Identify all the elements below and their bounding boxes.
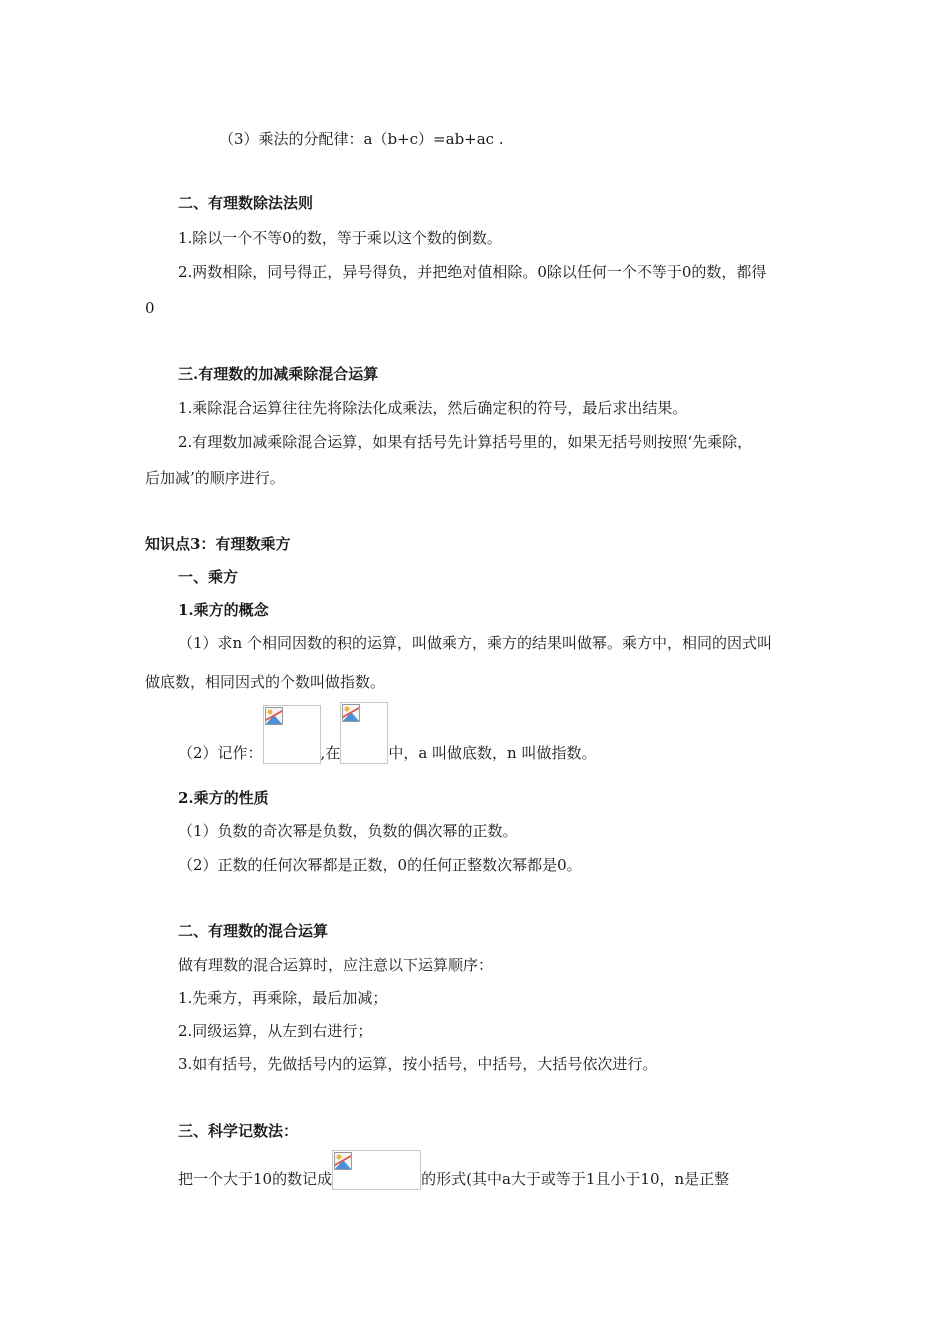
notation-row <box>178 702 596 764</box>
mixed-calc-step-3: 3.如有括号，先做括号内的运算，按小括号，中括号，大括号依次进行。 <box>178 1055 658 1073</box>
scientific-suffix: 的形式(其中a大于或等于1且小于10，n是正整 <box>421 1170 730 1188</box>
subheading-power-properties: 2.乘方的性质 <box>178 789 269 807</box>
section-heading-division: 二、有理数除法法则 <box>178 194 314 212</box>
mixed-calc-step-2: 2.同级运算，从左到右进行； <box>178 1022 373 1040</box>
mixed-calc-intro: 做有理数的混合运算时，应注意以下运算顺序： <box>178 956 494 974</box>
subheading-power-concept: 1.乘方的概念 <box>178 601 269 619</box>
mixed-ops-rule-2: 2.有理数加减乘除混合运算，如果有括号先计算括号里的，如果无括号则按照‘先乘除， <box>178 433 753 451</box>
notation-prefix: （2）记作： <box>178 744 263 762</box>
power-property-2: （2）正数的任何次幂都是正数，0的任何正整数次幂都是0。 <box>178 856 582 874</box>
distributive-law-line: （3）乘法的分配律：a（b+c）=ab+ac . <box>219 130 504 148</box>
scientific-notation-image <box>332 1150 421 1190</box>
mixed-ops-rule-1: 1.乘除混合运算往往先将除法化成乘法，然后确定积的符号，最后求出结果。 <box>178 399 688 417</box>
broken-image-icon <box>342 704 360 722</box>
section-heading-mixed-ops: 三.有理数的加减乘除混合运算 <box>178 365 379 383</box>
power-notation-image <box>263 705 321 764</box>
mixed-ops-rule-2-cont: 后加减’的顺序进行。 <box>145 469 285 487</box>
power-concept-1-cont: 做底数，相同因式的个数叫做指数。 <box>145 673 386 691</box>
scientific-notation-row <box>178 1150 729 1190</box>
power-concept-1: （1）求n 个相同因数的积的运算，叫做乘方，乘方的结果叫做幂。乘方中，相同的因式叫 <box>178 634 772 652</box>
power-property-1: （1）负数的奇次幂是负数，负数的偶次幂的正数。 <box>178 822 518 840</box>
mixed-calc-step-1: 1.先乘方，再乘除，最后加减； <box>178 989 388 1007</box>
division-rule-1: 1.除以一个不等0的数，等于乘以这个数的倒数。 <box>178 229 502 247</box>
broken-image-icon <box>265 707 283 725</box>
notation-middle: ,在 <box>320 744 341 762</box>
power-expression-image <box>340 702 388 764</box>
knowledge-point-heading: 知识点3：有理数乘方 <box>145 535 291 553</box>
section-heading-mixed-calc: 二、有理数的混合运算 <box>178 922 329 940</box>
division-rule-2-cont: 0 <box>145 299 155 317</box>
section-heading-scientific-notation: 三、科学记数法： <box>178 1122 299 1140</box>
scientific-prefix: 把一个大于10的数记成 <box>178 1170 333 1188</box>
section-heading-power: 一、乘方 <box>178 568 239 586</box>
notation-suffix: 中，a 叫做底数，n 叫做指数。 <box>388 744 597 762</box>
broken-image-icon <box>334 1152 352 1170</box>
division-rule-2: 2.两数相除，同号得正，异号得负，并把绝对值相除。0除以任何一个不等于0的数，都得 <box>178 263 767 281</box>
